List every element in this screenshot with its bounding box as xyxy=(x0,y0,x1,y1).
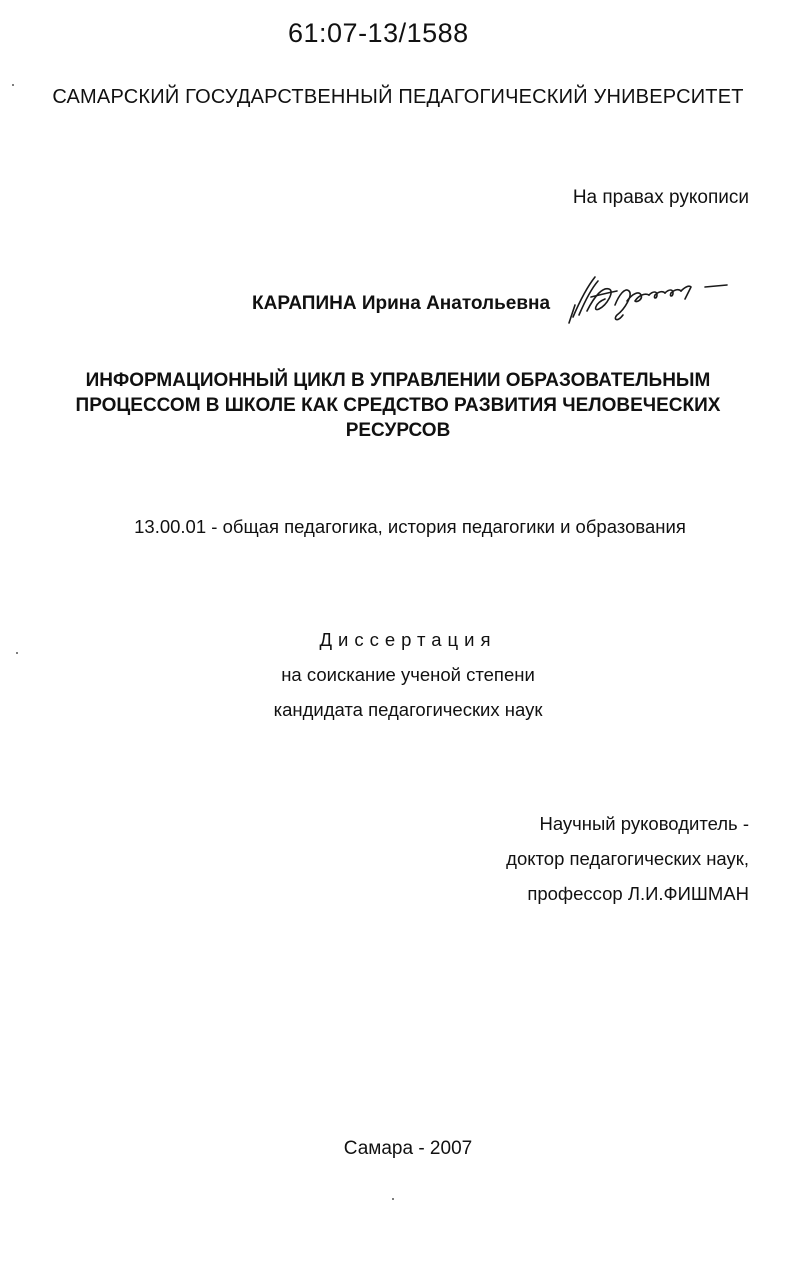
advisor-line: доктор педагогических наук, xyxy=(506,848,749,869)
scientific-advisor xyxy=(506,806,749,911)
university-name: САМАРСКИЙ ГОСУДАРСТВЕННЫЙ ПЕДАГОГИЧЕСКИЙ УНИВЕРСИТЕТ xyxy=(52,86,744,108)
thesis-title-line: ПРОЦЕССОМ В ШКОЛЕ КАК СРЕДСТВО РАЗВИТИЯ ЧЕЛОВЕЧЕСКИХ xyxy=(75,395,721,416)
document-type: Диссертация xyxy=(319,629,497,650)
scan-speck xyxy=(16,652,18,654)
degree-block xyxy=(0,622,796,727)
scan-speck xyxy=(12,84,14,86)
degree-line: кандидата педагогических наук xyxy=(273,699,543,720)
author-name: КАРАПИНА Ирина Анатольевна xyxy=(252,293,551,314)
specialty-code: 13.00.01 - общая педагогика, история педагогики и образования xyxy=(134,516,686,537)
thesis-title xyxy=(60,368,736,443)
degree-line: на соискание ученой степени xyxy=(281,664,535,685)
manuscript-rights-note: На правах рукописи xyxy=(572,187,749,208)
thesis-title-line: РЕСУРСОВ xyxy=(345,420,451,441)
catalog-number: 61:07-13/1588 xyxy=(288,18,469,48)
advisor-line: профессор Л.И.ФИШМАН xyxy=(527,883,749,904)
scan-speck xyxy=(392,1198,394,1200)
author-signature xyxy=(565,265,735,335)
advisor-line: Научный руководитель - xyxy=(539,813,749,834)
place-and-year: Самара - 2007 xyxy=(343,1138,473,1159)
thesis-title-line: ИНФОРМАЦИОННЫЙ ЦИКЛ В УПРАВЛЕНИИ ОБРАЗОВАТЕЛЬНЫМ xyxy=(85,370,711,391)
